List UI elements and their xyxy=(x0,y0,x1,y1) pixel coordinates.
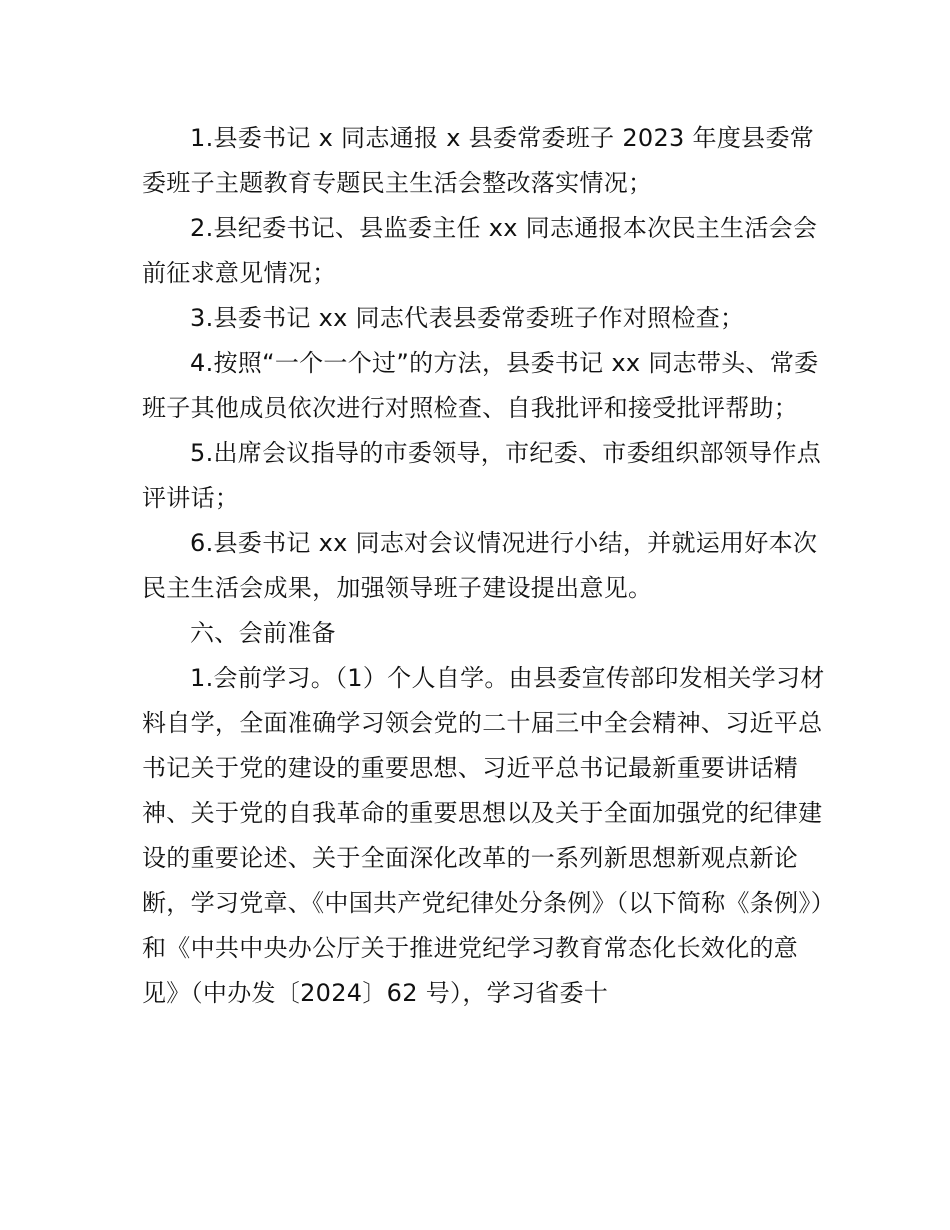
section-heading: 六、会前准备 xyxy=(190,619,336,647)
agenda-item-2: 2.县纪委书记、县监委主任 xx 同志通报本次民主生活会会前征求意见情况； xyxy=(142,214,818,287)
agenda-item-6: 6.县委书记 xx 同志对会议情况进行小结，并就运用好本次民主生活会成果，加强领导班子建设提出意见。 xyxy=(142,529,818,602)
agenda-item-4: 4.按照“一个一个过”的方法，县委书记 xx 同志带头、常委班子其他成员依次进行对照检查、自我批评和接受批评帮助； xyxy=(142,349,819,422)
agenda-item-1: 1.县委书记 x 同志通报 x 县委常委班子 2023 年度县委常委班子主题教育专题民主生活会整改落实情况； xyxy=(142,124,815,197)
agenda-item-5: 5.出席会议指导的市委领导，市纪委、市委组织部领导作点评讲话； xyxy=(142,439,821,512)
body-paragraph: 1.会前学习。（1）个人自学。由县委宣传部印发相关学习材料自学，全面准确学习领会党的二十届三中全会精神、习近平总书记关于党的建设的重要思想、习近平总书记最新重要讲话精神、关于党的自我革命的重要思想以及关于全面加强党的纪律建设的重要论述、关于全面深化改革的一系列新思想新观点新论断，学习党章、《中国共产党纪律处分条例》（以下简称《条例》）和《中共中央办公厅关于推进党纪学习教育常态化长效化的意见》（中办发〔2024〕62 号），学习省委十 xyxy=(142,664,825,1007)
agenda-item-3: 3.县委书记 xx 同志代表县委常委班子作对照检查； xyxy=(190,304,745,332)
document-body xyxy=(142,116,832,1016)
